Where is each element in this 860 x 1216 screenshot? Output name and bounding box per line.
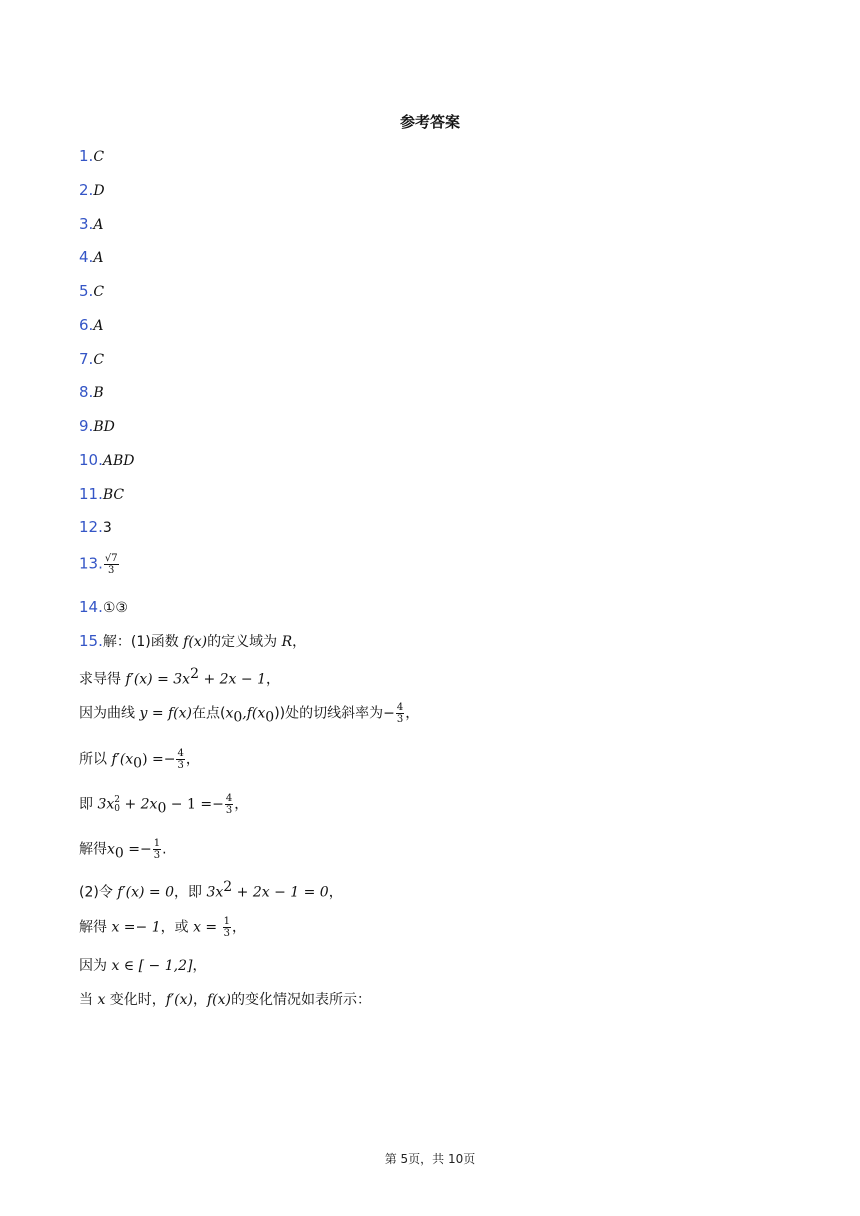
answer-value: A [93, 250, 104, 266]
text: 的定义域为 [207, 634, 282, 650]
answer-number: 14. [79, 598, 103, 616]
answer-number: 2. [79, 181, 94, 199]
answer-item-7 [79, 349, 104, 370]
answer-value: A [93, 217, 104, 233]
solution-line-8 [79, 916, 246, 939]
page-title: 参考答案 [399, 113, 460, 131]
text: 求导得 [79, 671, 126, 688]
subscript: 0 [265, 709, 275, 726]
math: ,f(x [242, 705, 266, 722]
answer-value: D [93, 183, 105, 199]
answer-item-12 [79, 517, 112, 538]
page-footer: 第 5页，共 10页 [384, 1152, 476, 1166]
solution-line-7 [79, 877, 343, 903]
math: + 2x [120, 796, 158, 813]
answer-value: BD [93, 419, 115, 435]
answer-item-14 [79, 597, 128, 618]
fraction-numerator: 1 [223, 916, 230, 927]
answer-number: 11. [79, 485, 103, 503]
math: x =− 1 [111, 919, 161, 936]
fraction-numerator: √7 [104, 553, 118, 564]
answer-number: 13. [79, 554, 103, 573]
solution-line-1 [79, 631, 306, 652]
math: + 2x − 1 [199, 671, 266, 688]
answer-number: 3. [79, 215, 94, 233]
superscript: 2 [190, 666, 199, 682]
answer-item-10 [79, 450, 134, 471]
answer-item-2 [79, 180, 105, 201]
answer-value: C [93, 284, 105, 300]
text: ， [193, 992, 207, 1008]
text: ))处的切线斜率为− [274, 705, 395, 722]
solution-line-10 [79, 990, 371, 1010]
math: f(x) [183, 634, 208, 650]
text: ， [292, 634, 307, 650]
fraction [176, 748, 184, 771]
text: ， [192, 958, 207, 974]
answer-number: 9. [79, 417, 94, 435]
fraction-denominator: 3 [153, 850, 161, 861]
solution-line-3 [79, 702, 419, 727]
fraction-denominator: 3 [223, 928, 230, 939]
answer-value: 3 [102, 520, 112, 536]
math: + 2x − 1 = 0 [232, 884, 329, 901]
answer-number: 10. [79, 451, 103, 469]
subscript: 0 [114, 803, 120, 814]
math: f′(x [111, 751, 134, 768]
math: ) =− [142, 751, 176, 768]
text: 即 [79, 796, 98, 813]
superscript: 2 [114, 794, 120, 805]
subscript: 0 [114, 845, 124, 862]
fraction-denominator: 3 [108, 565, 115, 576]
solution-line-2 [79, 664, 280, 690]
text: (2)令 [79, 884, 118, 901]
answer-item-4 [79, 247, 103, 268]
subscript: 0 [233, 709, 243, 726]
text: 在点( [192, 705, 226, 722]
math: x ∈ [ − 1,2] [111, 958, 193, 974]
superscript: 2 [223, 879, 233, 895]
answer-item-3 [79, 214, 103, 235]
answer-item-9 [79, 416, 115, 437]
math: x [225, 705, 234, 722]
fraction [153, 838, 161, 861]
text: ， [185, 751, 200, 768]
math: f′(x) = 0 [117, 884, 174, 901]
fraction-numerator: 1 [153, 838, 161, 849]
text: ，或 [160, 919, 194, 936]
math: f′(x) = 3x [125, 671, 191, 688]
math: f(x) [207, 992, 232, 1008]
solution-line-9 [79, 956, 206, 976]
answer-value: B [93, 385, 104, 401]
answer-item-13 [79, 553, 120, 576]
subscript: 0 [157, 800, 167, 817]
answer-number: 4. [79, 248, 94, 266]
text: 解得 [79, 919, 112, 936]
text: 解得 [79, 841, 107, 858]
answer-number: 1. [79, 147, 94, 165]
answer-value: ABD [102, 453, 135, 469]
math: y = f(x) [139, 705, 192, 722]
fraction-denominator: 3 [177, 760, 184, 771]
text: 解：(1)函数 [102, 634, 184, 650]
solution-line-5 [79, 793, 248, 818]
answer-item-6 [79, 315, 103, 336]
answer-number: 7. [79, 350, 94, 368]
text: 的变化情况如表所示： [231, 992, 372, 1008]
subscript: 0 [133, 755, 143, 772]
math: x [107, 841, 115, 858]
text: ， [234, 796, 249, 813]
math: R [281, 634, 293, 650]
math: f′(x) [165, 992, 193, 1008]
answer-item-5 [79, 281, 104, 302]
text: 当 [79, 992, 98, 1008]
text: . [162, 841, 167, 858]
math: 3x [97, 796, 115, 813]
answer-item-8 [79, 382, 104, 403]
fraction-denominator: 3 [225, 805, 233, 816]
answer-number: 5. [79, 282, 94, 300]
fraction [396, 702, 404, 725]
math: =− [123, 841, 152, 858]
fraction [225, 793, 233, 816]
answer-item-1 [79, 146, 104, 167]
text: ，即 [174, 884, 207, 901]
answer-number: 12. [79, 518, 103, 536]
math: x [97, 992, 106, 1008]
math: − 1 =− [166, 796, 224, 813]
fraction-numerator: 4 [177, 748, 184, 759]
answer-value: A [93, 318, 104, 334]
answer-fraction [104, 553, 119, 576]
answer-number: 8. [79, 383, 94, 401]
answer-value: BC [102, 487, 125, 503]
answer-number: 15. [79, 632, 103, 650]
fraction [223, 916, 231, 939]
answer-value: C [93, 149, 105, 165]
text: ， [231, 919, 246, 936]
answer-value: ①③ [102, 600, 128, 616]
text: ， [265, 671, 280, 688]
answer-item-11 [79, 484, 124, 505]
text: ， [405, 705, 420, 722]
answer-number: 6. [79, 316, 94, 334]
text: 所以 [79, 751, 112, 768]
fraction-numerator: 4 [225, 793, 233, 804]
fraction-denominator: 3 [396, 714, 404, 725]
answer-value: C [93, 352, 105, 368]
text: 变化时， [105, 992, 166, 1008]
solution-line-4 [79, 748, 200, 773]
math: x = [193, 919, 222, 936]
text: 因为 [79, 958, 112, 974]
text: 因为曲线 [79, 705, 140, 722]
solution-line-6 [79, 838, 167, 863]
math: 3x [206, 884, 224, 901]
text: ， [328, 884, 343, 901]
fraction-numerator: 4 [396, 702, 404, 713]
